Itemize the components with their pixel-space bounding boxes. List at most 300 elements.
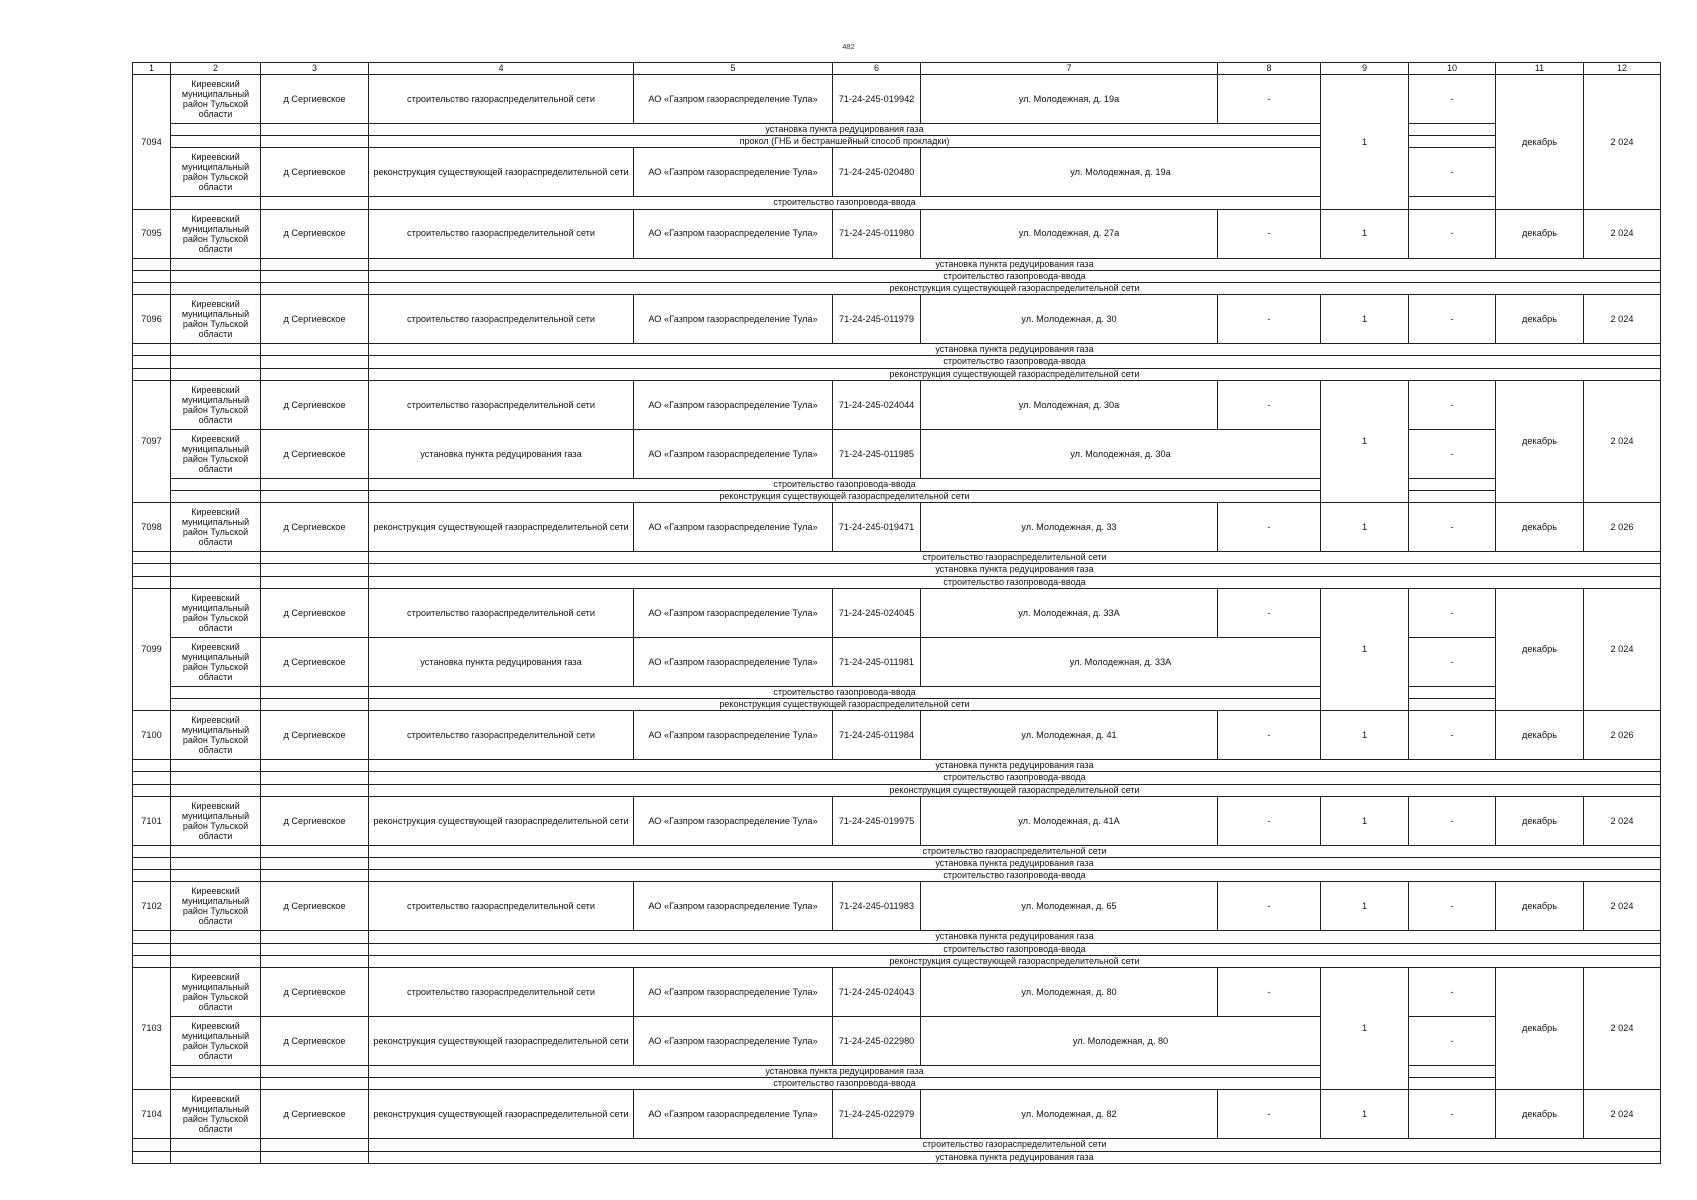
- table-rule: [1583, 588, 1584, 711]
- sub-object-note: строительство газораспределительной сети: [922, 552, 1107, 563]
- year-cell: 2 024: [1610, 901, 1634, 912]
- sub-object-note: реконструкция существующей газораспределительной сети: [889, 368, 1140, 379]
- code-cell: 71-24-245-011985: [839, 448, 914, 459]
- sub-object-note: установка пункта редуцирования газа: [765, 124, 924, 135]
- column-header-2: 2: [212, 63, 218, 74]
- col10-cell: -: [1450, 729, 1454, 740]
- locality-cell: д Сергиевское: [283, 228, 346, 239]
- object-cell: строительство газораспределительной сети: [407, 986, 595, 997]
- code-cell: 71-24-245-011979: [839, 313, 914, 324]
- table-rule: [832, 1016, 833, 1066]
- municipality-cell: Киреевский муниципальный район Тульской области: [181, 433, 250, 474]
- sub-object-note: строительство газопровода-ввода: [773, 1078, 916, 1089]
- table-rule: [1217, 294, 1218, 344]
- table-rule: [633, 62, 634, 75]
- table-rule: [132, 355, 133, 368]
- month-cell: декабрь: [1522, 729, 1557, 740]
- table-rule: [1660, 294, 1661, 344]
- table-rule: [170, 588, 1321, 589]
- table-rule: [633, 74, 634, 124]
- table-rule: [920, 710, 921, 760]
- table-rule: [1408, 74, 1496, 75]
- table-rule: [832, 429, 833, 479]
- table-rule: [368, 588, 369, 638]
- table-rule: [1408, 74, 1409, 210]
- col9-cell: 1: [1361, 1023, 1368, 1034]
- table-rule: [920, 1089, 921, 1139]
- table-rule: [260, 135, 261, 148]
- table-rule: [1320, 74, 1321, 210]
- table-rule: [1320, 588, 1321, 711]
- sub-object-note: реконструкция существующей газораспределительной сети: [889, 784, 1140, 795]
- code-cell: 71-24-245-022980: [838, 1035, 915, 1046]
- table-rule: [1495, 209, 1496, 259]
- organization-cell: АО «Газпром газораспределение Тула»: [648, 399, 818, 410]
- table-rule: [1660, 380, 1661, 503]
- sub-object-note: строительство газораспределительной сети: [922, 1139, 1107, 1150]
- table-rule: [920, 1016, 921, 1066]
- col9-cell: 1: [1361, 313, 1368, 324]
- sub-object-note: реконструкция существующей газораспределительной сети: [889, 283, 1140, 294]
- table-rule: [132, 710, 133, 760]
- table-rule: [1408, 502, 1409, 552]
- table-rule: [260, 1089, 261, 1139]
- col10-cell: -: [1450, 901, 1454, 912]
- column-header-5: 5: [730, 63, 736, 74]
- column-header-12: 12: [1616, 63, 1627, 74]
- table-rule: [920, 74, 921, 124]
- object-cell: строительство газораспределительной сети: [407, 607, 595, 618]
- table-rule: [260, 429, 261, 479]
- table-rule: [1660, 930, 1661, 943]
- table-rule: [832, 710, 833, 760]
- table-rule: [368, 637, 369, 687]
- table-rule: [633, 147, 634, 197]
- table-rule: [260, 147, 261, 197]
- table-rule: [1408, 967, 1496, 968]
- col10-cell: -: [1450, 607, 1454, 618]
- table-rule: [633, 294, 634, 344]
- table-rule: [1408, 380, 1496, 381]
- table-rule: [1583, 881, 1584, 931]
- month-cell: декабрь: [1522, 228, 1557, 239]
- col8-cell: -: [1267, 399, 1271, 410]
- object-cell: реконструкция существующей газораспределительной сети: [373, 167, 629, 178]
- table-rule: [260, 355, 261, 368]
- col10-cell: -: [1450, 1035, 1454, 1046]
- table-rule: [1408, 429, 1496, 430]
- object-cell: реконструкция существующей газораспределительной сети: [373, 815, 629, 826]
- municipality-cell: Киреевский муниципальный район Тульской области: [181, 800, 250, 841]
- locality-cell: д Сергиевское: [283, 815, 346, 826]
- month-cell: декабрь: [1522, 436, 1557, 447]
- table-rule: [170, 563, 171, 576]
- col8-cell: -: [1267, 729, 1271, 740]
- table-rule: [832, 881, 833, 931]
- table-rule: [260, 502, 261, 552]
- locality-cell: д Сергиевское: [283, 729, 346, 740]
- table-rule: [368, 429, 369, 479]
- record-number: 7101: [141, 815, 162, 826]
- table-rule: [1660, 1138, 1661, 1151]
- table-rule: [832, 588, 833, 638]
- locality-cell: д Сергиевское: [283, 901, 346, 912]
- table-rule: [633, 209, 634, 259]
- sub-object-note: установка пункта редуцирования газа: [935, 258, 1094, 269]
- address-cell: ул. Молодежная, д. 33А: [1018, 607, 1120, 618]
- address-cell: ул. Молодежная, д. 19а: [1018, 93, 1120, 104]
- table-rule: [920, 796, 921, 846]
- table-rule: [368, 710, 369, 760]
- year-cell: 2 024: [1610, 136, 1634, 147]
- address-cell: ул. Молодежная, д. 19а: [1070, 167, 1171, 178]
- record-number: 7102: [141, 901, 162, 912]
- organization-cell: АО «Газпром газораспределение Тула»: [648, 521, 818, 532]
- table-rule: [1660, 355, 1661, 368]
- table-rule: [368, 135, 369, 148]
- table-rule: [368, 209, 369, 259]
- table-rule: [170, 355, 171, 368]
- table-rule: [132, 380, 133, 503]
- table-rule: [260, 710, 261, 760]
- sub-object-note: реконструкция существующей газораспределительной сети: [889, 955, 1140, 966]
- col8-cell: -: [1267, 901, 1271, 912]
- municipality-cell: Киреевский муниципальный район Тульской области: [181, 79, 250, 119]
- table-rule: [1408, 294, 1409, 344]
- sub-object-note: строительство газопровода-ввода: [943, 870, 1086, 881]
- table-rule: [260, 74, 261, 124]
- municipality-cell: Киреевский муниципальный район Тульской области: [181, 972, 250, 1012]
- table-rule: [920, 62, 921, 75]
- table-rule: [260, 637, 261, 687]
- table-rule: [170, 1089, 171, 1139]
- code-cell: 71-24-245-011984: [839, 729, 914, 740]
- table-rule: [1660, 62, 1661, 75]
- municipality-cell: Киреевский муниципальный район Тульской области: [181, 715, 250, 756]
- table-rule: [1408, 796, 1409, 846]
- table-rule: [260, 563, 261, 576]
- table-rule: [1217, 710, 1218, 760]
- table-rule: [368, 196, 369, 209]
- table-rule: [260, 62, 261, 75]
- table-rule: [1495, 502, 1496, 552]
- sub-object-note: реконструкция существующей газораспределительной сети: [719, 699, 970, 710]
- month-cell: декабрь: [1522, 136, 1557, 147]
- col8-cell: -: [1267, 521, 1271, 532]
- table-rule: [260, 209, 261, 259]
- table-rule: [920, 380, 921, 430]
- table-rule: [1408, 380, 1409, 503]
- table-rule: [132, 294, 133, 344]
- month-cell: декабрь: [1522, 1109, 1557, 1120]
- table-rule: [368, 771, 369, 784]
- table-rule: [1320, 881, 1321, 931]
- sub-object-note: строительство газопровода-ввода: [943, 356, 1086, 367]
- column-header-8: 8: [1266, 63, 1272, 74]
- organization-cell: АО «Газпром газораспределение Тула»: [648, 607, 818, 618]
- code-cell: 71-24-245-024044: [838, 399, 915, 410]
- table-rule: [1495, 1089, 1496, 1139]
- table-rule: [1408, 1077, 1496, 1078]
- table-rule: [170, 74, 1321, 75]
- sub-object-note: строительство газопровода-ввода: [943, 576, 1086, 587]
- table-rule: [260, 196, 261, 209]
- column-header-6: 6: [873, 63, 879, 74]
- sub-object-note: строительство газопровода-ввода: [773, 197, 916, 208]
- table-rule: [1408, 123, 1496, 124]
- month-cell: декабрь: [1522, 1023, 1557, 1034]
- address-cell: ул. Молодежная, д. 82: [1021, 1109, 1117, 1120]
- table-rule: [170, 74, 171, 210]
- sub-object-note: установка пункта редуцирования газа: [935, 1151, 1094, 1162]
- table-rule: [1660, 74, 1661, 210]
- table-rule: [1660, 563, 1661, 576]
- address-cell: ул. Молодежная, д. 80: [1021, 986, 1117, 997]
- year-cell: 2 024: [1610, 228, 1634, 239]
- table-rule: [368, 1138, 369, 1151]
- table-rule: [1660, 796, 1661, 846]
- table-rule: [1320, 294, 1321, 344]
- sub-object-note: прокол (ГНБ и бестраншейный способ прокладки): [739, 136, 950, 147]
- municipality-cell: Киреевский муниципальный район Тульской области: [181, 299, 250, 340]
- table-rule: [170, 1016, 1321, 1017]
- municipality-cell: Киреевский муниципальный район Тульской области: [181, 507, 250, 548]
- table-rule: [1660, 967, 1661, 1090]
- table-rule: [1495, 796, 1496, 846]
- table-rule: [920, 637, 921, 687]
- table-rule: [1583, 380, 1584, 503]
- table-rule: [1660, 710, 1661, 760]
- municipality-cell: Киреевский муниципальный район Тульской области: [181, 1094, 250, 1135]
- table-rule: [633, 881, 634, 931]
- table-rule: [132, 881, 133, 931]
- table-rule: [170, 1138, 171, 1151]
- sub-object-note: строительство газопровода-ввода: [773, 686, 916, 697]
- table-rule: [1583, 796, 1584, 846]
- table-rule: [260, 796, 261, 846]
- table-rule: [132, 588, 133, 711]
- table-rule: [633, 967, 634, 1017]
- record-number: 7100: [141, 729, 162, 740]
- table-rule: [1217, 881, 1218, 931]
- sub-object-note: установка пункта редуцирования газа: [935, 564, 1094, 575]
- col9-cell: 1: [1361, 136, 1368, 147]
- sub-object-note: установка пункта редуцирования газа: [935, 931, 1094, 942]
- address-cell: ул. Молодежная, д. 33: [1021, 521, 1117, 532]
- table-rule: [170, 967, 1321, 968]
- record-number: 7096: [141, 313, 162, 324]
- locality-cell: д Сергиевское: [283, 521, 346, 532]
- column-header-4: 4: [498, 63, 504, 74]
- page-number: 482: [842, 42, 855, 51]
- year-cell: 2 024: [1610, 313, 1634, 324]
- table-rule: [368, 563, 369, 576]
- table-rule: [1320, 209, 1321, 259]
- table-rule: [1583, 710, 1584, 760]
- year-cell: 2 024: [1610, 815, 1634, 826]
- table-rule: [132, 62, 133, 75]
- table-rule: [1217, 588, 1218, 638]
- col8-cell: -: [1267, 1109, 1271, 1120]
- table-rule: [1408, 478, 1496, 479]
- table-rule: [170, 637, 1321, 638]
- organization-cell: АО «Газпром газораспределение Тула»: [648, 93, 818, 104]
- object-cell: реконструкция существующей газораспределительной сети: [373, 1035, 629, 1046]
- month-cell: декабрь: [1522, 644, 1557, 655]
- object-cell: строительство газораспределительной сети: [407, 228, 595, 239]
- code-cell: 71-24-245-019471: [838, 521, 915, 532]
- col9-cell: 1: [1361, 729, 1368, 740]
- table-rule: [920, 588, 921, 638]
- table-rule: [1495, 294, 1496, 344]
- month-cell: декабрь: [1522, 901, 1557, 912]
- table-rule: [633, 380, 634, 430]
- table-rule: [132, 796, 133, 846]
- table-rule: [170, 147, 1321, 148]
- code-cell: 71-24-245-011980: [839, 228, 914, 239]
- col10-cell: -: [1450, 448, 1454, 459]
- municipality-cell: Киреевский муниципальный район Тульской области: [181, 641, 250, 682]
- table-rule: [260, 967, 261, 1017]
- table-rule: [1408, 967, 1409, 1090]
- table-rule: [368, 1089, 369, 1139]
- year-cell: 2 024: [1610, 436, 1634, 447]
- table-rule: [1408, 147, 1496, 148]
- month-cell: декабрь: [1522, 521, 1557, 532]
- organization-cell: АО «Газпром газораспределение Тула»: [648, 815, 818, 826]
- table-rule: [920, 881, 921, 931]
- table-rule: [1217, 62, 1218, 75]
- sub-object-note: реконструкция существующей газораспределительной сети: [719, 491, 970, 502]
- column-header-10: 10: [1446, 63, 1457, 74]
- table-rule: [132, 563, 133, 576]
- locality-cell: д Сергиевское: [283, 1109, 346, 1120]
- table-rule: [170, 796, 171, 846]
- code-cell: 71-24-245-024045: [838, 607, 915, 618]
- table-rule: [170, 710, 171, 760]
- table-rule: [260, 294, 261, 344]
- table-rule: [920, 429, 921, 479]
- table-rule: [1408, 686, 1496, 687]
- col9-cell: 1: [1361, 521, 1368, 532]
- table-rule: [832, 502, 833, 552]
- table-rule: [1660, 1089, 1661, 1139]
- locality-cell: д Сергиевское: [283, 448, 346, 459]
- table-rule: [132, 1163, 1661, 1164]
- record-number: 7097: [141, 436, 162, 447]
- table-rule: [920, 147, 921, 197]
- col9-cell: 1: [1361, 901, 1368, 912]
- object-cell: строительство газораспределительной сети: [407, 901, 595, 912]
- table-rule: [1583, 74, 1584, 210]
- table-rule: [1408, 588, 1496, 589]
- table-rule: [1217, 502, 1218, 552]
- object-cell: строительство газораспределительной сети: [407, 729, 595, 740]
- table-rule: [1217, 967, 1218, 1017]
- year-cell: 2 024: [1610, 644, 1634, 655]
- address-cell: ул. Молодежная, д. 30а: [1018, 399, 1120, 410]
- table-rule: [1320, 796, 1321, 846]
- table-rule: [170, 967, 171, 1090]
- object-cell: строительство газораспределительной сети: [407, 93, 595, 104]
- object-cell: строительство газораспределительной сети: [407, 313, 595, 324]
- table-rule: [368, 380, 369, 430]
- table-rule: [633, 1016, 634, 1066]
- locality-cell: д Сергиевское: [283, 1035, 346, 1046]
- table-rule: [920, 967, 921, 1017]
- col10-cell: -: [1450, 521, 1454, 532]
- table-rule: [132, 930, 133, 943]
- locality-cell: д Сергиевское: [283, 167, 346, 178]
- table-rule: [1217, 380, 1218, 430]
- table-rule: [132, 502, 133, 552]
- address-cell: ул. Молодежная, д. 65: [1021, 901, 1117, 912]
- code-cell: 71-24-245-020480: [838, 167, 915, 178]
- table-rule: [832, 380, 833, 430]
- col8-cell: -: [1267, 607, 1271, 618]
- locality-cell: д Сергиевское: [283, 656, 346, 667]
- organization-cell: АО «Газпром газораспределение Тула»: [648, 1035, 818, 1046]
- sub-object-note: строительство газораспределительной сети: [922, 845, 1107, 856]
- table-rule: [170, 62, 171, 75]
- table-rule: [920, 502, 921, 552]
- record-number: 7099: [141, 644, 162, 655]
- table-rule: [170, 429, 1321, 430]
- table-rule: [633, 502, 634, 552]
- table-rule: [368, 1016, 369, 1066]
- column-header-1: 1: [148, 63, 154, 74]
- table-rule: [832, 1089, 833, 1139]
- table-rule: [132, 74, 133, 210]
- column-header-9: 9: [1361, 63, 1367, 74]
- table-rule: [1495, 967, 1496, 1090]
- table-rule: [1320, 380, 1321, 503]
- record-number: 7104: [141, 1109, 162, 1120]
- month-cell: декабрь: [1522, 815, 1557, 826]
- address-cell: ул. Молодежная, д. 30а: [1070, 448, 1171, 459]
- table-rule: [1660, 771, 1661, 784]
- table-rule: [1660, 209, 1661, 259]
- municipality-cell: Киреевский муниципальный район Тульской области: [181, 592, 250, 633]
- table-rule: [1408, 490, 1496, 491]
- table-rule: [1320, 1089, 1321, 1139]
- organization-cell: АО «Газпром газораспределение Тула»: [648, 986, 818, 997]
- table-rule: [832, 294, 833, 344]
- col10-cell: -: [1450, 399, 1454, 410]
- code-cell: 71-24-245-024043: [838, 986, 915, 997]
- table-rule: [170, 881, 171, 931]
- locality-cell: д Сергиевское: [283, 986, 346, 997]
- table-rule: [132, 967, 133, 1090]
- table-rule: [260, 1016, 261, 1066]
- col8-cell: -: [1267, 313, 1271, 324]
- table-rule: [368, 796, 369, 846]
- table-rule: [1408, 1065, 1496, 1066]
- table-rule: [832, 209, 833, 259]
- table-rule: [1408, 710, 1409, 760]
- sub-object-note: строительство газопровода-ввода: [943, 270, 1086, 281]
- col9-cell: 1: [1361, 228, 1368, 239]
- table-rule: [1583, 502, 1584, 552]
- table-rule: [170, 502, 171, 552]
- table-rule: [132, 209, 133, 259]
- object-cell: реконструкция существующей газораспределительной сети: [373, 521, 629, 532]
- table-rule: [368, 147, 369, 197]
- organization-cell: АО «Газпром газораспределение Тула»: [648, 228, 818, 239]
- table-rule: [1660, 588, 1661, 711]
- table-rule: [1495, 74, 1496, 210]
- address-cell: ул. Молодежная, д. 27а: [1018, 228, 1120, 239]
